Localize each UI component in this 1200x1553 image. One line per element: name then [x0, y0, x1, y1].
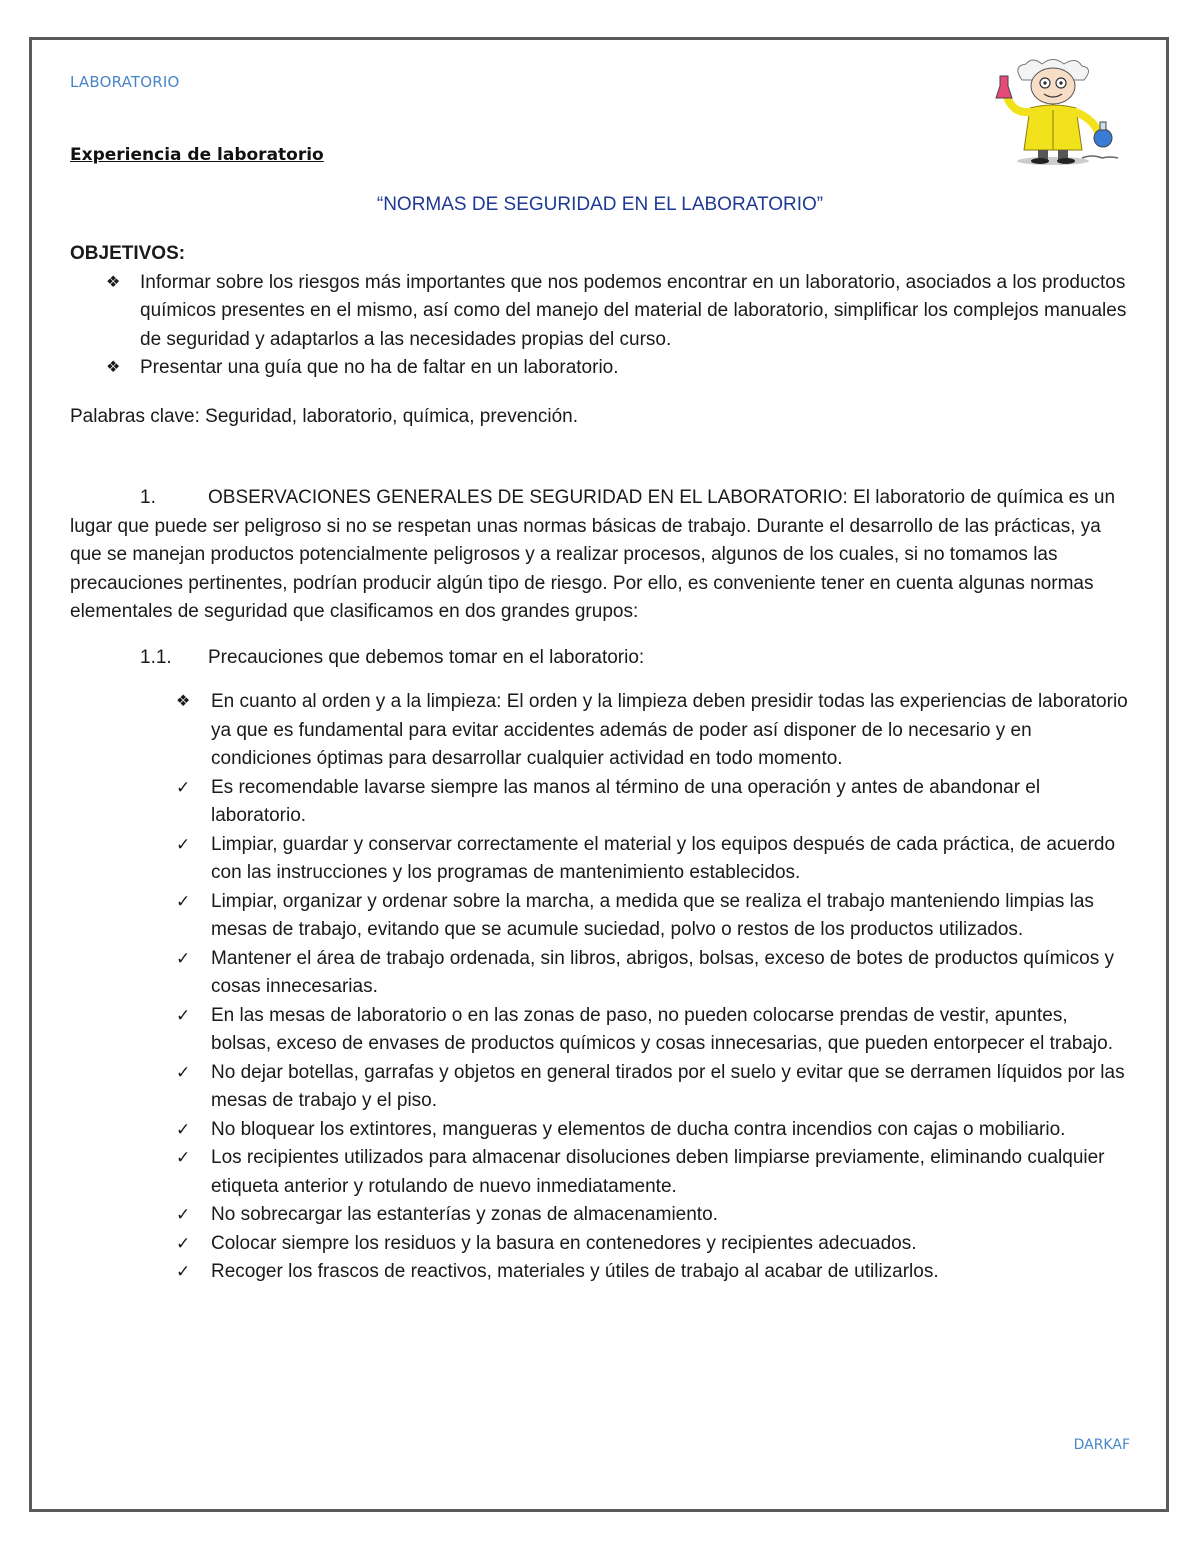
diamond-bullet-icon: ❖ [106, 359, 121, 376]
objectives-list [70, 269, 1130, 383]
checkmark-icon: ✓ [176, 1262, 191, 1281]
list-item [176, 1144, 1130, 1201]
list-item [176, 1059, 1130, 1116]
checkmark-icon: ✓ [176, 1062, 191, 1082]
checkmark-icon: ✓ [176, 834, 191, 854]
list-item-text: No bloquear los extintores, mangueras y elementos de ducha contra incendios con cajas o mobiliario. [211, 1118, 1066, 1140]
checkmark-icon: ✓ [176, 1148, 191, 1167]
section-number: 1. [140, 487, 156, 508]
scientist-illustration [982, 58, 1124, 166]
list-item-text: No dejar botellas, garrafas y objetos en general tirados por el suelo y evitar que se derramen líquidos por las mesas de trabajo y el piso. [211, 1061, 1125, 1111]
list-item [176, 1230, 1130, 1259]
footer-label: DARKAF [1073, 1437, 1130, 1453]
experience-title: Experiencia de laboratorio [70, 145, 324, 165]
list-item-text: Recoger los frascos de reactivos, materiales y útiles de trabajo al acabar de utilizarlos. [211, 1261, 939, 1282]
order-cleanliness-list [70, 688, 1130, 774]
list-item-text: Limpiar, organizar y ordenar sobre la marcha, a medida que se realiza el trabajo manteniendo limpias las mesas de trabajo, evitando que se acumule suciedad, polvo o restos de los productos utilizados. [211, 890, 1094, 940]
list-item [176, 888, 1130, 945]
checkmark-icon: ✓ [176, 948, 191, 968]
list-item-text: Colocar siempre los residuos y la basura en contenedores y recipientes adecuados. [211, 1232, 917, 1254]
list-item [176, 1201, 1130, 1230]
checkmark-icon: ✓ [176, 1233, 191, 1253]
objectives-heading: OBJETIVOS: [70, 243, 186, 264]
subsection-heading [70, 644, 1130, 673]
list-item-text: Los recipientes utilizados para almacenar disoluciones deben limpiarse previamente, eliminando cualquier etiqueta anterior y rotulando de nuevo inmediatamente. [211, 1147, 1105, 1197]
checkmark-icon: ✓ [176, 777, 191, 797]
subsection-number: 1.1. [140, 646, 172, 668]
diamond-bullet-icon: ❖ [106, 273, 121, 291]
list-item-text: En cuanto al orden y a la limpieza: El orden y la limpieza deben presidir todas las experiencias de laboratorio ya que es fundamental para evitar accidentes además de poder así disponer de lo necesario y en condiciones óptimas para desarrollar cualquier actividad en todo momento. [211, 691, 1128, 769]
main-title: “NORMAS DE SEGURIDAD EN EL LABORATORIO” [376, 194, 824, 215]
list-item-text: Es recomendable lavarse siempre las manos al término de una operación y antes de abandonar el laboratorio. [211, 776, 1041, 826]
checkmark-icon: ✓ [176, 1205, 191, 1224]
objective-text: Presentar una guía que no ha de faltar en un laboratorio. [140, 357, 619, 378]
list-item [176, 1116, 1130, 1145]
list-item [176, 1258, 1130, 1287]
list-item [106, 269, 1130, 355]
list-item [176, 945, 1130, 1002]
checkmark-icon: ✓ [176, 1119, 191, 1139]
section-1-paragraph [70, 484, 1130, 627]
objective-text: Informar sobre los riesgos más importantes que nos podemos encontrar en un laboratorio, asociados a los productos químicos presentes en el mismo, así como del manejo del material de laboratorio, simplificar los complejos manuales de seguridad y adaptarlos a las necesidades propias del curso. [140, 271, 1127, 350]
list-item [176, 688, 1130, 774]
document-body [70, 240, 1130, 1287]
diamond-bullet-icon: ❖ [176, 693, 191, 710]
subsection-title: Precauciones que debemos tomar en el laboratorio: [208, 646, 645, 668]
list-item-text: No sobrecargar las estanterías y zonas de almacenamiento. [211, 1204, 718, 1225]
list-item [106, 354, 1130, 383]
section-text: OBSERVACIONES GENERALES DE SEGURIDAD EN EL LABORATORIO: El laboratorio de química es un lugar que puede ser peligroso si no se respetan unas normas básicas de trabajo. Durante el desarrollo de las prácticas, ya que se manejan productos potencialmente peligrosos y a realizar procesos, algunos de los cuales, si no tomamos las precauciones pertinentes, podrían producir algún tipo de riesgo. Por ello, es conveniente tener en cuenta algunas normas elementales de seguridad que clasificamos en dos grandes grupos: [70, 487, 1116, 622]
checkmark-icon: ✓ [176, 1005, 191, 1025]
list-item-text: Mantener el área de trabajo ordenada, sin libros, abrigos, bolsas, exceso de botes de productos químicos y cosas innecesarias. [211, 947, 1115, 997]
list-item-text: En las mesas de laboratorio o en las zonas de paso, no pueden colocarse prendas de vestir, apuntes, bolsas, exceso de envases de productos químicos y cosas innecesarias, que pueden entorpecer el trabajo. [211, 1004, 1113, 1054]
header-label: LABORATORIO [70, 73, 180, 91]
list-item [176, 1002, 1130, 1059]
keywords: Palabras clave: Seguridad, laboratorio, química, prevención. [70, 405, 579, 427]
checkmark-icon: ✓ [176, 891, 191, 911]
list-item [176, 831, 1130, 888]
list-item-text: Limpiar, guardar y conservar correctamente el material y los equipos después de cada práctica, de acuerdo con las instrucciones y los programas de mantenimiento establecidos. [211, 833, 1116, 883]
checklist [70, 774, 1130, 1287]
list-item [176, 774, 1130, 831]
